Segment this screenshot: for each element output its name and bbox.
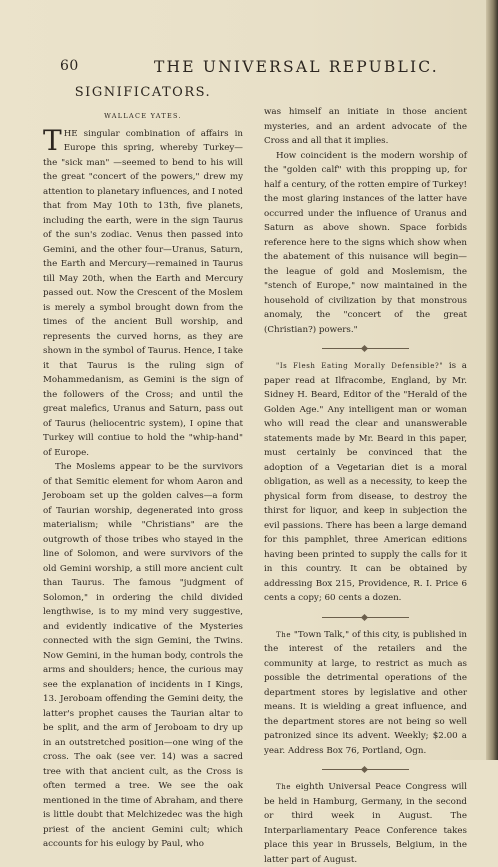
- section-divider: [264, 764, 467, 774]
- left-column: [43, 85, 243, 852]
- journal-title: THE UNIVERSAL REPUBLIC.: [154, 58, 439, 76]
- notice-lead: "Is Flesh Eating Morally Defensible?": [276, 362, 444, 370]
- page-header: [54, 58, 464, 80]
- section-divider: [264, 612, 467, 622]
- drop-cap: T: [43, 123, 62, 157]
- notice-text: eighth Universal Peace Congress will be held in Hamburg, Germany, in the second or third week in August. The Interparliamentary Peace Conference takes place this year in Brussels, Belgium, in the latter part of August.: [264, 782, 467, 865]
- paragraph: was himself an initiate in those ancient mysteries, and an ardent advocate of the Cross and all that it implies.: [264, 107, 467, 146]
- page-number: 60: [60, 58, 79, 74]
- section-divider: [264, 343, 467, 353]
- notice-flesh-eating: [264, 359, 467, 606]
- notice-lead: The: [276, 630, 292, 639]
- paragraph-text: HE singular combination of affairs in Europe this spring, whereby Turkey—the "sick man" —seemed to bend to his will the great "concert of the powers," drew my attention to planetary influences, and I noted that from May 10th to 13th, five planets, including the earth, were in the sign Taurus of the sun's zodiac. Venus then passed into Gemini, and the other four—Uranus, Saturn, the Earth and Mercury—remained in Taurus till May 20th, when the Earth and Mercury passed out. Now the Crescent of the Moslem is merely a symbol brought down from the times of the ancient Bull worship, and represents the curved horns, as they are shown in the symbol of Taurus. Hence, I take it that Taurus is the ruling sign of Mohammedanism, as Gemini is the sign of the followers of the Cross; and until the great malefics, Uranus and Saturn, pass out of Taurus (heliocentric system), I opine that Turkey will contiue to hold the "whip-hand" of Europe.: [43, 128, 243, 458]
- notice-peace-congress: [264, 780, 467, 867]
- article-title: SIGNIFICATORS.: [74, 85, 212, 100]
- right-column: [264, 105, 467, 867]
- paragraph: How coincident is the modern worship of the "golden calf" with this propping up, for half a century, of the rotten empire of Turkey! the most glaring instances of the latter have occurred under the influence of Uranus and Saturn as above shown. Space forbids reference here to the signs which show when the abatement of this nuisance will begin—the league of gold and Moslemism, the "stench of Europe," now maintained in the household of civilization by that monstrous anomaly, the "concert of the great (Christian?) powers.": [264, 150, 467, 335]
- notice-lead: The: [276, 783, 292, 791]
- notice-town-talk: [264, 628, 467, 759]
- page-edge-shadow: [486, 0, 498, 760]
- article-byline: WALLACE YATES.: [104, 112, 182, 120]
- notice-text: is a paper read at Ilfracombe, England, by Mr. Sidney H. Beard, Editor of the "Herald of the Golden Age." Any intelligent man or woman who will read the clear and unanswerable statements made by Mr. Beard in this paper, must certainly be convinced that the adoption of a Vegetarian diet is a moral obligation, as well as a necessity, to keep the physical form from disease, to destroy the thirst for liquor, and keep in subjection the evil passions. There has been a large demand for this pamphlet, three American editions having been printed to supply the calls for it in this country. It can be obtained by addressing Box 215, Providence, R. I. Price 6 cents a copy; 60 cents a dozen.: [264, 361, 467, 603]
- paragraph: The Moslems appear to be the survivors of that Semitic element for whom Aaron and Jeroboam set up the golden calves—a form of Taurian worship, degenerated into gross materialism; while "Christians" are the outgrowth of those tribes who stayed in the line of Solomon, and were survivors of the old Gemini worship, a still more ancient cult than Taurus. The famous "judgment of Solomon," in ordering the child divided lengthwise, is to my mind very suggestive, and evidently indicative of the Mysteries connected with the sign Gemini, the Twins. Now Gemini, in the human body, controls the arms and shoulders; hence, the curious may see the explanation of incidents in I Kings, 13. Jeroboam offending the Gemini deity, the latter's prophet causes the Taurian altar to be split, and the arm of Jeroboam to dry up in an outstretched position—one wing of the cross. The oak (see ver. 14) was a sacred tree with that ancient cult, as the Cross is often termed a tree. We see the oak mentioned in the time of Abraham, and there is little doubt that Melchizedec was the high priest of the ancient Gemini cult; which accounts for his eulogy by Paul, who: [43, 462, 243, 849]
- notice-text: "Town Talk," of this city, is published in the interest of the retailers and the community at large, to restrict as much as possible the detrimental operations of the department stores by legislative and other means. It is wielding a great influence, and the department stores are not being so well patronized since its advent. Weekly; $2.00 a year. Address Box 76, Portland, Ogn.: [264, 629, 467, 756]
- paragraph: [43, 123, 243, 461]
